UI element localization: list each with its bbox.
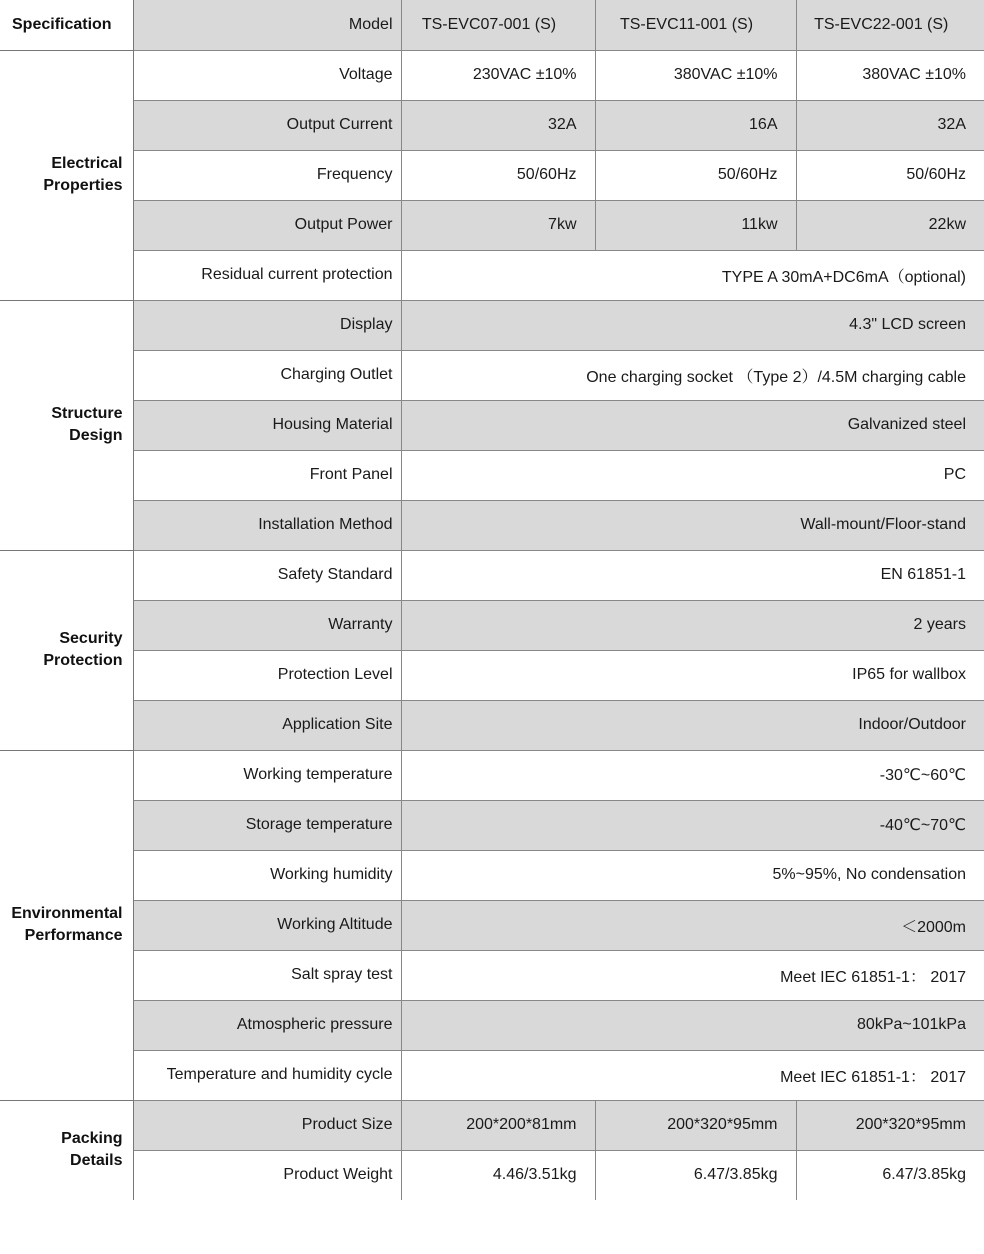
cell-value: 50/60Hz [796, 150, 984, 200]
section-security-protection: Security Protection [0, 550, 133, 750]
model-1: TS-EVC07-001 (S) [401, 0, 595, 50]
cell-value: TYPE A 30mA+DC6mA（optional) [401, 250, 984, 300]
table-row [0, 450, 984, 500]
row-label: Voltage [133, 50, 401, 100]
table-row [0, 50, 984, 100]
cell-value: EN 61851-1 [401, 550, 984, 600]
row-label: Safety Standard [133, 550, 401, 600]
specification-label: Specification [0, 0, 133, 50]
row-label: Residual current protection [133, 250, 401, 300]
row-label: Front Panel [133, 450, 401, 500]
model-3: TS-EVC22-001 (S) [796, 0, 984, 50]
row-label: Product Weight [133, 1150, 401, 1200]
table-row [0, 650, 984, 700]
cell-value: PC [401, 450, 984, 500]
cell-value: ＜2000m [401, 900, 984, 950]
cell-value: 80kPa~101kPa [401, 1000, 984, 1050]
section-environmental-performance: Environmental Performance [0, 750, 133, 1100]
cell-value: One charging socket （Type 2）/4.5M charging cable [401, 350, 984, 400]
row-label: Salt spray test [133, 950, 401, 1000]
row-label: Installation Method [133, 500, 401, 550]
table-row [0, 300, 984, 350]
row-label: Output Current [133, 100, 401, 150]
table-row [0, 600, 984, 650]
table-row [0, 500, 984, 550]
row-label: Warranty [133, 600, 401, 650]
row-label: Housing Material [133, 400, 401, 450]
cell-value: 11kw [595, 200, 796, 250]
table-row [0, 250, 984, 300]
cell-value: -30℃~60℃ [401, 750, 984, 800]
cell-value: 6.47/3.85kg [595, 1150, 796, 1200]
row-label: Display [133, 300, 401, 350]
cell-value: Indoor/Outdoor [401, 700, 984, 750]
table-row [0, 1150, 984, 1200]
table-row [0, 400, 984, 450]
table-row [0, 800, 984, 850]
table-row [0, 1050, 984, 1100]
table-row [0, 750, 984, 800]
table-row [0, 700, 984, 750]
cell-value: 5%~95%, No condensation [401, 850, 984, 900]
table-row [0, 150, 984, 200]
cell-value: 4.46/3.51kg [401, 1150, 595, 1200]
cell-value: 50/60Hz [595, 150, 796, 200]
table-row [0, 350, 984, 400]
row-label: Working temperature [133, 750, 401, 800]
table-row [0, 550, 984, 600]
cell-value: 50/60Hz [401, 150, 595, 200]
cell-value: Galvanized steel [401, 400, 984, 450]
cell-value: 32A [796, 100, 984, 150]
row-label: Output Power [133, 200, 401, 250]
table-row [0, 1100, 984, 1150]
table-row [0, 1000, 984, 1050]
section-packing-details: Packing Details [0, 1100, 133, 1200]
cell-value: 16A [595, 100, 796, 150]
row-label: Storage temperature [133, 800, 401, 850]
cell-value: 200*320*95mm [796, 1100, 984, 1150]
cell-value: 200*320*95mm [595, 1100, 796, 1150]
cell-value: 380VAC ±10% [595, 50, 796, 100]
row-label: Charging Outlet [133, 350, 401, 400]
model-2: TS-EVC11-001 (S) [595, 0, 796, 50]
row-label: Product Size [133, 1100, 401, 1150]
model-label: Model [133, 0, 401, 50]
cell-value: 380VAC ±10% [796, 50, 984, 100]
cell-value: 32A [401, 100, 595, 150]
cell-value: Wall-mount/Floor-stand [401, 500, 984, 550]
row-label: Temperature and humidity cycle [133, 1050, 401, 1100]
row-label: Protection Level [133, 650, 401, 700]
cell-value: 200*200*81mm [401, 1100, 595, 1150]
section-electrical-properties: Electrical Properties [0, 50, 133, 300]
table-row [0, 900, 984, 950]
row-label: Working humidity [133, 850, 401, 900]
cell-value: Meet IEC 61851-1： 2017 [401, 1050, 984, 1100]
row-label: Working Altitude [133, 900, 401, 950]
cell-value: 22kw [796, 200, 984, 250]
table-row [0, 200, 984, 250]
cell-value: 7kw [401, 200, 595, 250]
cell-value: 230VAC ±10% [401, 50, 595, 100]
row-label: Frequency [133, 150, 401, 200]
row-label: Application Site [133, 700, 401, 750]
section-structure-design: Structure Design [0, 300, 133, 550]
table-row [0, 850, 984, 900]
table-row [0, 100, 984, 150]
table-row [0, 950, 984, 1000]
row-label: Atmospheric pressure [133, 1000, 401, 1050]
cell-value: -40℃~70℃ [401, 800, 984, 850]
cell-value: IP65 for wallbox [401, 650, 984, 700]
header-row [0, 0, 984, 50]
cell-value: 4.3" LCD screen [401, 300, 984, 350]
cell-value: 6.47/3.85kg [796, 1150, 984, 1200]
cell-value: Meet IEC 61851-1： 2017 [401, 950, 984, 1000]
cell-value: 2 years [401, 600, 984, 650]
